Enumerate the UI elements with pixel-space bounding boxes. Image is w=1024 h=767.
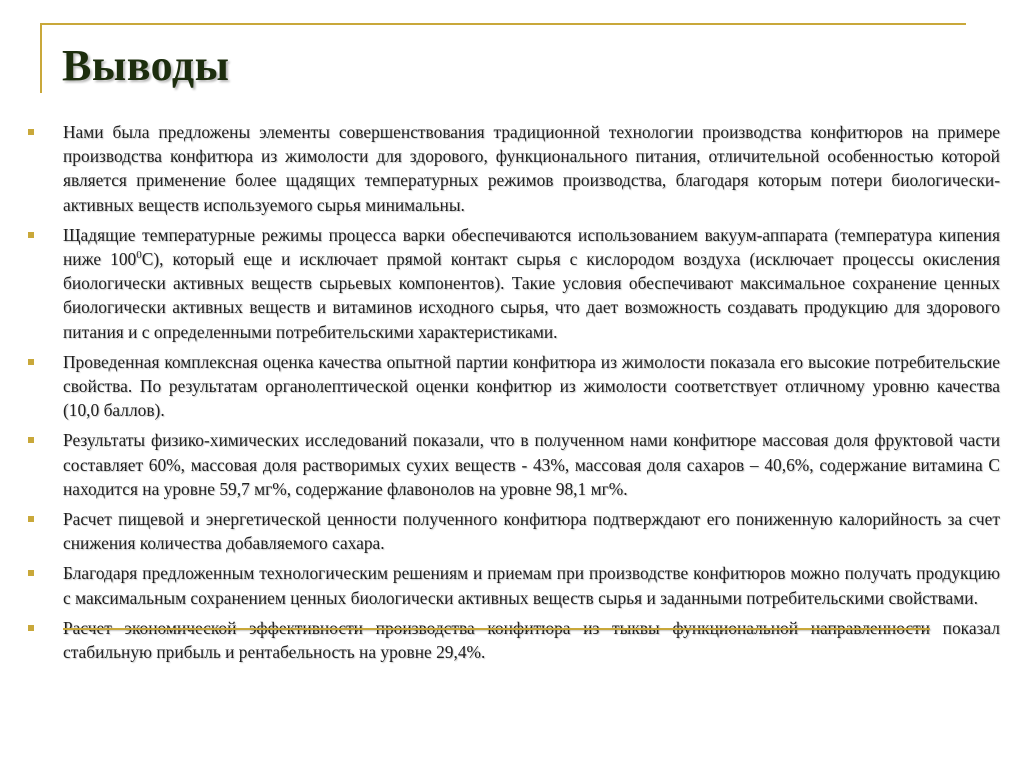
top-accent-line <box>40 23 966 25</box>
superscript-degree: 0 <box>136 249 142 262</box>
list-item-text: Благодаря предложенным технологическим решениям и приемам при производстве конфитюров можно получать продукцию с максимальным сохранением ценных биологически активных веществ сырья и заданными потребительскими свойствами. <box>63 563 1000 608</box>
list-item <box>25 350 1000 423</box>
struck-text: Расчет экономической эффективности производства конфитюра из тыквы функциональной направленности <box>63 617 930 638</box>
list-item-text: Расчет пищевой и энергетической ценности полученного конфитюра подтверждают его пониженную калорийность за счет снижения количества добавляемого сахара. <box>63 509 1000 554</box>
side-accent-line <box>40 23 42 93</box>
square-bullet-icon <box>28 625 34 631</box>
list-item <box>25 616 1000 664</box>
list-item-text: Нами была предложены элементы совершенствования традиционной технологии производства конфитюров на примере производства конфитюра из жимолости для здорового, функционального питания, отличительной особенностью которой является применение более щадящих температурных режимов производства, благодаря которым потери биологически-активных веществ используемого сырья минимальны. <box>63 122 1000 215</box>
square-bullet-icon <box>28 359 34 365</box>
square-bullet-icon <box>28 437 34 443</box>
slide-title: Выводы <box>62 41 230 90</box>
square-bullet-icon <box>28 232 34 238</box>
list-item-text <box>63 225 1000 342</box>
list-item-text-part: С), который еще и исключает прямой контакт сырья с кислородом воздуха (исключает процессы окисления биологически активных веществ сырьевых компонентов). Такие условия обеспечивают максимальное сохранение ценных биологически активных веществ и витаминов исходного сырья, что дает возможность создавать продукцию для здорового питания и с определенными потребительскими характеристиками. <box>63 249 1000 342</box>
list-item-text: Проведенная комплексная оценка качества опытной партии конфитюра из жимолости показала его высокие потребительские свойства. По результатам органолептической оценки конфитюр из жимолости соответствует отличному уровню качества (10,0 баллов). <box>63 351 1000 421</box>
list-item-text <box>63 618 1000 662</box>
list-item <box>25 223 1000 344</box>
list-item-text-part: показал стабильную прибыль и рентабельность на уровне 29,4%. <box>63 617 1000 663</box>
list-item-text: Результаты физико-химических исследований показали, что в полученном нами конфитюре массовая доля фруктовой части составляет 60%, массовая доля растворимых сухих веществ - 43%, массовая доля сахаров – 40,6%, содержание витамина С находится на уровне 59,7 мг%, содержание флавонолов на уровне 98,1 мг%. <box>63 430 1000 499</box>
list-item <box>25 120 1000 217</box>
list-item <box>25 428 1000 501</box>
square-bullet-icon <box>28 129 34 135</box>
list-item <box>25 507 1000 555</box>
square-bullet-icon <box>28 570 34 576</box>
list-item <box>25 561 1000 609</box>
square-bullet-icon <box>28 516 34 522</box>
list-item-text-part: Щадящие температурные режимы процесса варки обеспечиваются использованием вакуум-аппарата (температура кипения ниже 100 <box>63 224 1000 270</box>
conclusions-list <box>25 120 1000 670</box>
